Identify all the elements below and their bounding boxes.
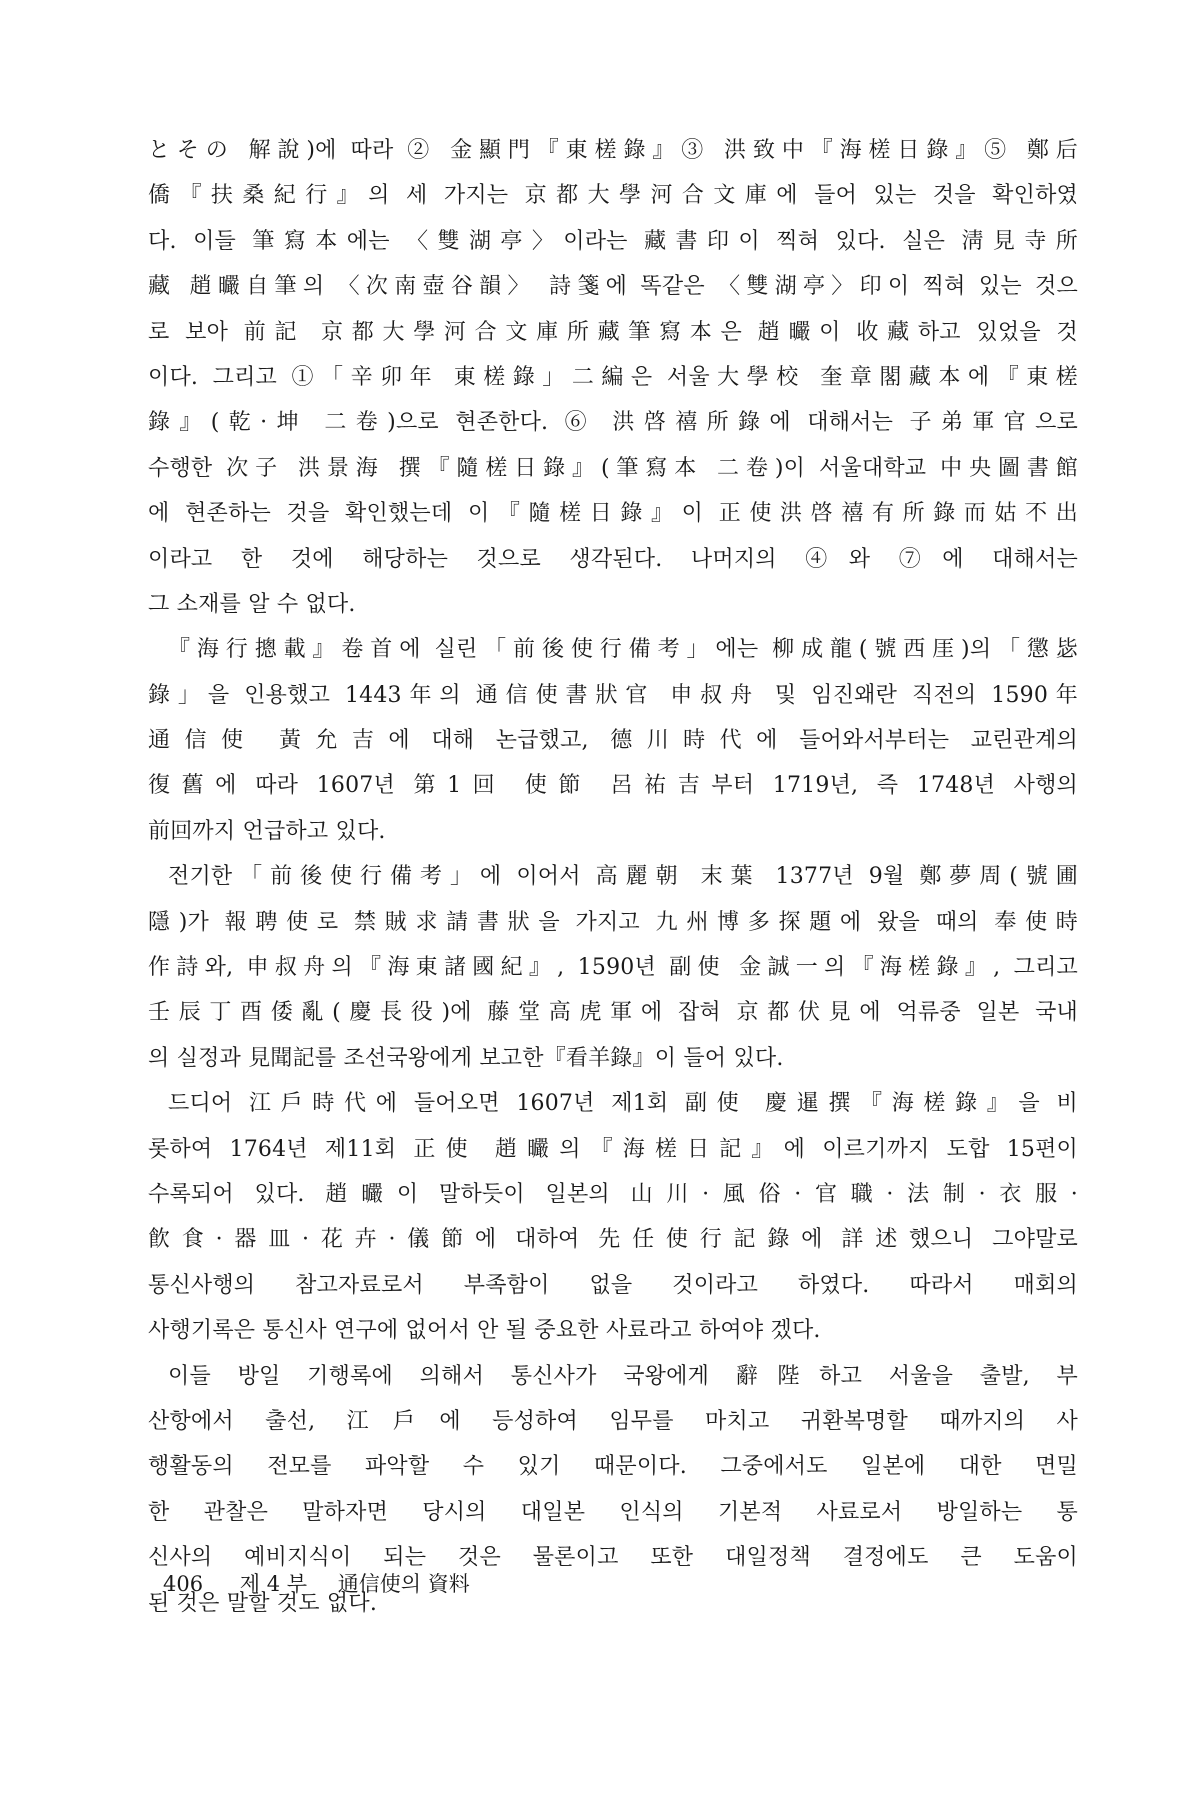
text-line: 錄」을 인용했고 1443年의 通信使書狀官 申叔舟 및 임진왜란 직전의 1590年	[148, 682, 1078, 708]
text-line: 壬辰丁酉倭亂(慶長役)에 藤堂高虎軍에 잡혀 京都伏見에 억류중 일본 국내	[148, 1000, 1078, 1026]
text-line: 作詩와, 申叔舟의『海東諸國紀』, 1590년 副使 金誠一의『海槎錄』, 그리고	[148, 955, 1078, 981]
text-line: 드디어 江戶時代에 들어오면 1607년 제1회 副使 慶暹撰『海槎錄』을 비	[168, 1091, 1078, 1117]
text-line: 신사의 예비지식이 되는 것은 물론이고 또한 대일정책 결정에도 큰 도움이	[148, 1545, 1078, 1571]
text-line: 사행기록은 통신사 연구에 없어서 안 될 중요한 사료라고 하여야 겠다.	[148, 1318, 821, 1344]
text-line: 된 것은 말할 것도 없다.	[148, 1590, 378, 1616]
text-line: 통신사행의 참고자료로서 부족함이 없을 것이라고 하였다. 따라서 매회의	[148, 1272, 1078, 1298]
text-line: 다. 이들 筆寫本에는 〈雙湖亭〉이라는 藏書印이 찍혀 있다. 실은 淸見寺所	[148, 228, 1078, 254]
text-line: とその 解說)에 따라 ② 金顯門『東槎錄』③ 洪致中『海槎日錄』⑤ 鄭后	[148, 138, 1078, 163]
text-line: 에 현존하는 것을 확인했는데 이『隨槎日錄』이 正使洪啓禧有所錄而姑不出	[148, 501, 1078, 527]
text-line: 수록되어 있다. 趙曮이 말하듯이 일본의 山川·風俗·官職·法制·衣服·	[148, 1181, 1078, 1207]
text-line: 前回까지 언급하고 있다.	[148, 818, 386, 844]
text-line: 飮食·器皿·花卉·儀節에 대하여 先任使行記錄에 詳述했으니 그야말로	[148, 1227, 1078, 1253]
text-line: 通信使 黃允吉에 대해 논급했고, 德川時代에 들어와서부터는 교린관계의	[148, 728, 1078, 754]
text-line: 전기한「前後使行備考」에 이어서 高麗朝 末葉 1377년 9월 鄭夢周(號圃	[168, 864, 1078, 890]
text-line: 이들 방일 기행록에 의해서 통신사가 국왕에게 辭陛하고 서울을 출발, 부	[168, 1363, 1078, 1389]
text-line: 隱)가 報聘使로 禁賊求請書狀을 가지고 九州博多探題에 왔을 때의 奉使時	[148, 909, 1078, 935]
text-line: 이라고 한 것에 해당하는 것으로 생각된다. 나머지의 ④와 ⑦에 대해서는	[148, 546, 1078, 572]
text-line: 錄』(乾·坤 二卷)으로 현존한다. ⑥ 洪啓禧所錄에 대해서는 子弟軍官으로	[148, 410, 1078, 436]
text-line: 이다. 그리고 ①「辛卯年 東槎錄」二編은 서울大學校 奎章閣藏本에『東槎	[148, 364, 1078, 390]
body-text	[148, 128, 1078, 1626]
text-line: 한 관찰은 말하자면 당시의 대일본 인식의 기본적 사료로서 방일하는 통	[148, 1499, 1078, 1525]
text-line: 의 실정과 見聞記를 조선국왕에게 보고한『看羊錄』이 들어 있다.	[148, 1045, 784, 1071]
text-line: 그 소재를 알 수 없다.	[148, 591, 356, 617]
text-line: 『海行摠載』卷首에 실린「前後使行備考」에는 柳成龍(號西厓)의「懲毖	[168, 637, 1078, 663]
text-line: 롯하여 1764년 제11회 正使 趙曮의『海槎日記』에 이르기까지 도합 15편이	[148, 1136, 1078, 1162]
text-line: 藏 趙曮自筆의 〈次南壺谷韻〉 詩箋에 똑같은 〈雙湖亭〉印이 찍혀 있는 것으	[148, 274, 1078, 300]
text-line: 復舊에 따라 1607년 第1回 使節 呂祐吉부터 1719년, 즉 1748년 사행의	[148, 773, 1078, 799]
text-line: 僑『扶桑紀行』의 세 가지는 京都大學河合文庫에 들어 있는 것을 확인하였	[148, 183, 1078, 209]
text-line: 행활동의 전모를 파악할 수 있기 때문이다. 그중에서도 일본에 대한 면밀	[148, 1454, 1078, 1480]
text-line: 산항에서 출선, 江戶에 등성하여 임무를 마치고 귀환복명할 때까지의 사	[148, 1408, 1078, 1434]
page-footer	[163, 1568, 470, 1598]
part-label: 제 4 부	[239, 1572, 308, 1596]
section-title: 通信使의 資料	[337, 1572, 470, 1596]
text-line: 로 보아 前記 京都大學河合文庫所藏筆寫本은 趙曮이 收藏하고 있었을 것	[148, 319, 1078, 345]
page-number: 406	[163, 1572, 204, 1596]
text-line: 수행한 次子 洪景海 撰『隨槎日錄』(筆寫本 二卷)이 서울대학교 中央圖書館	[148, 455, 1078, 481]
